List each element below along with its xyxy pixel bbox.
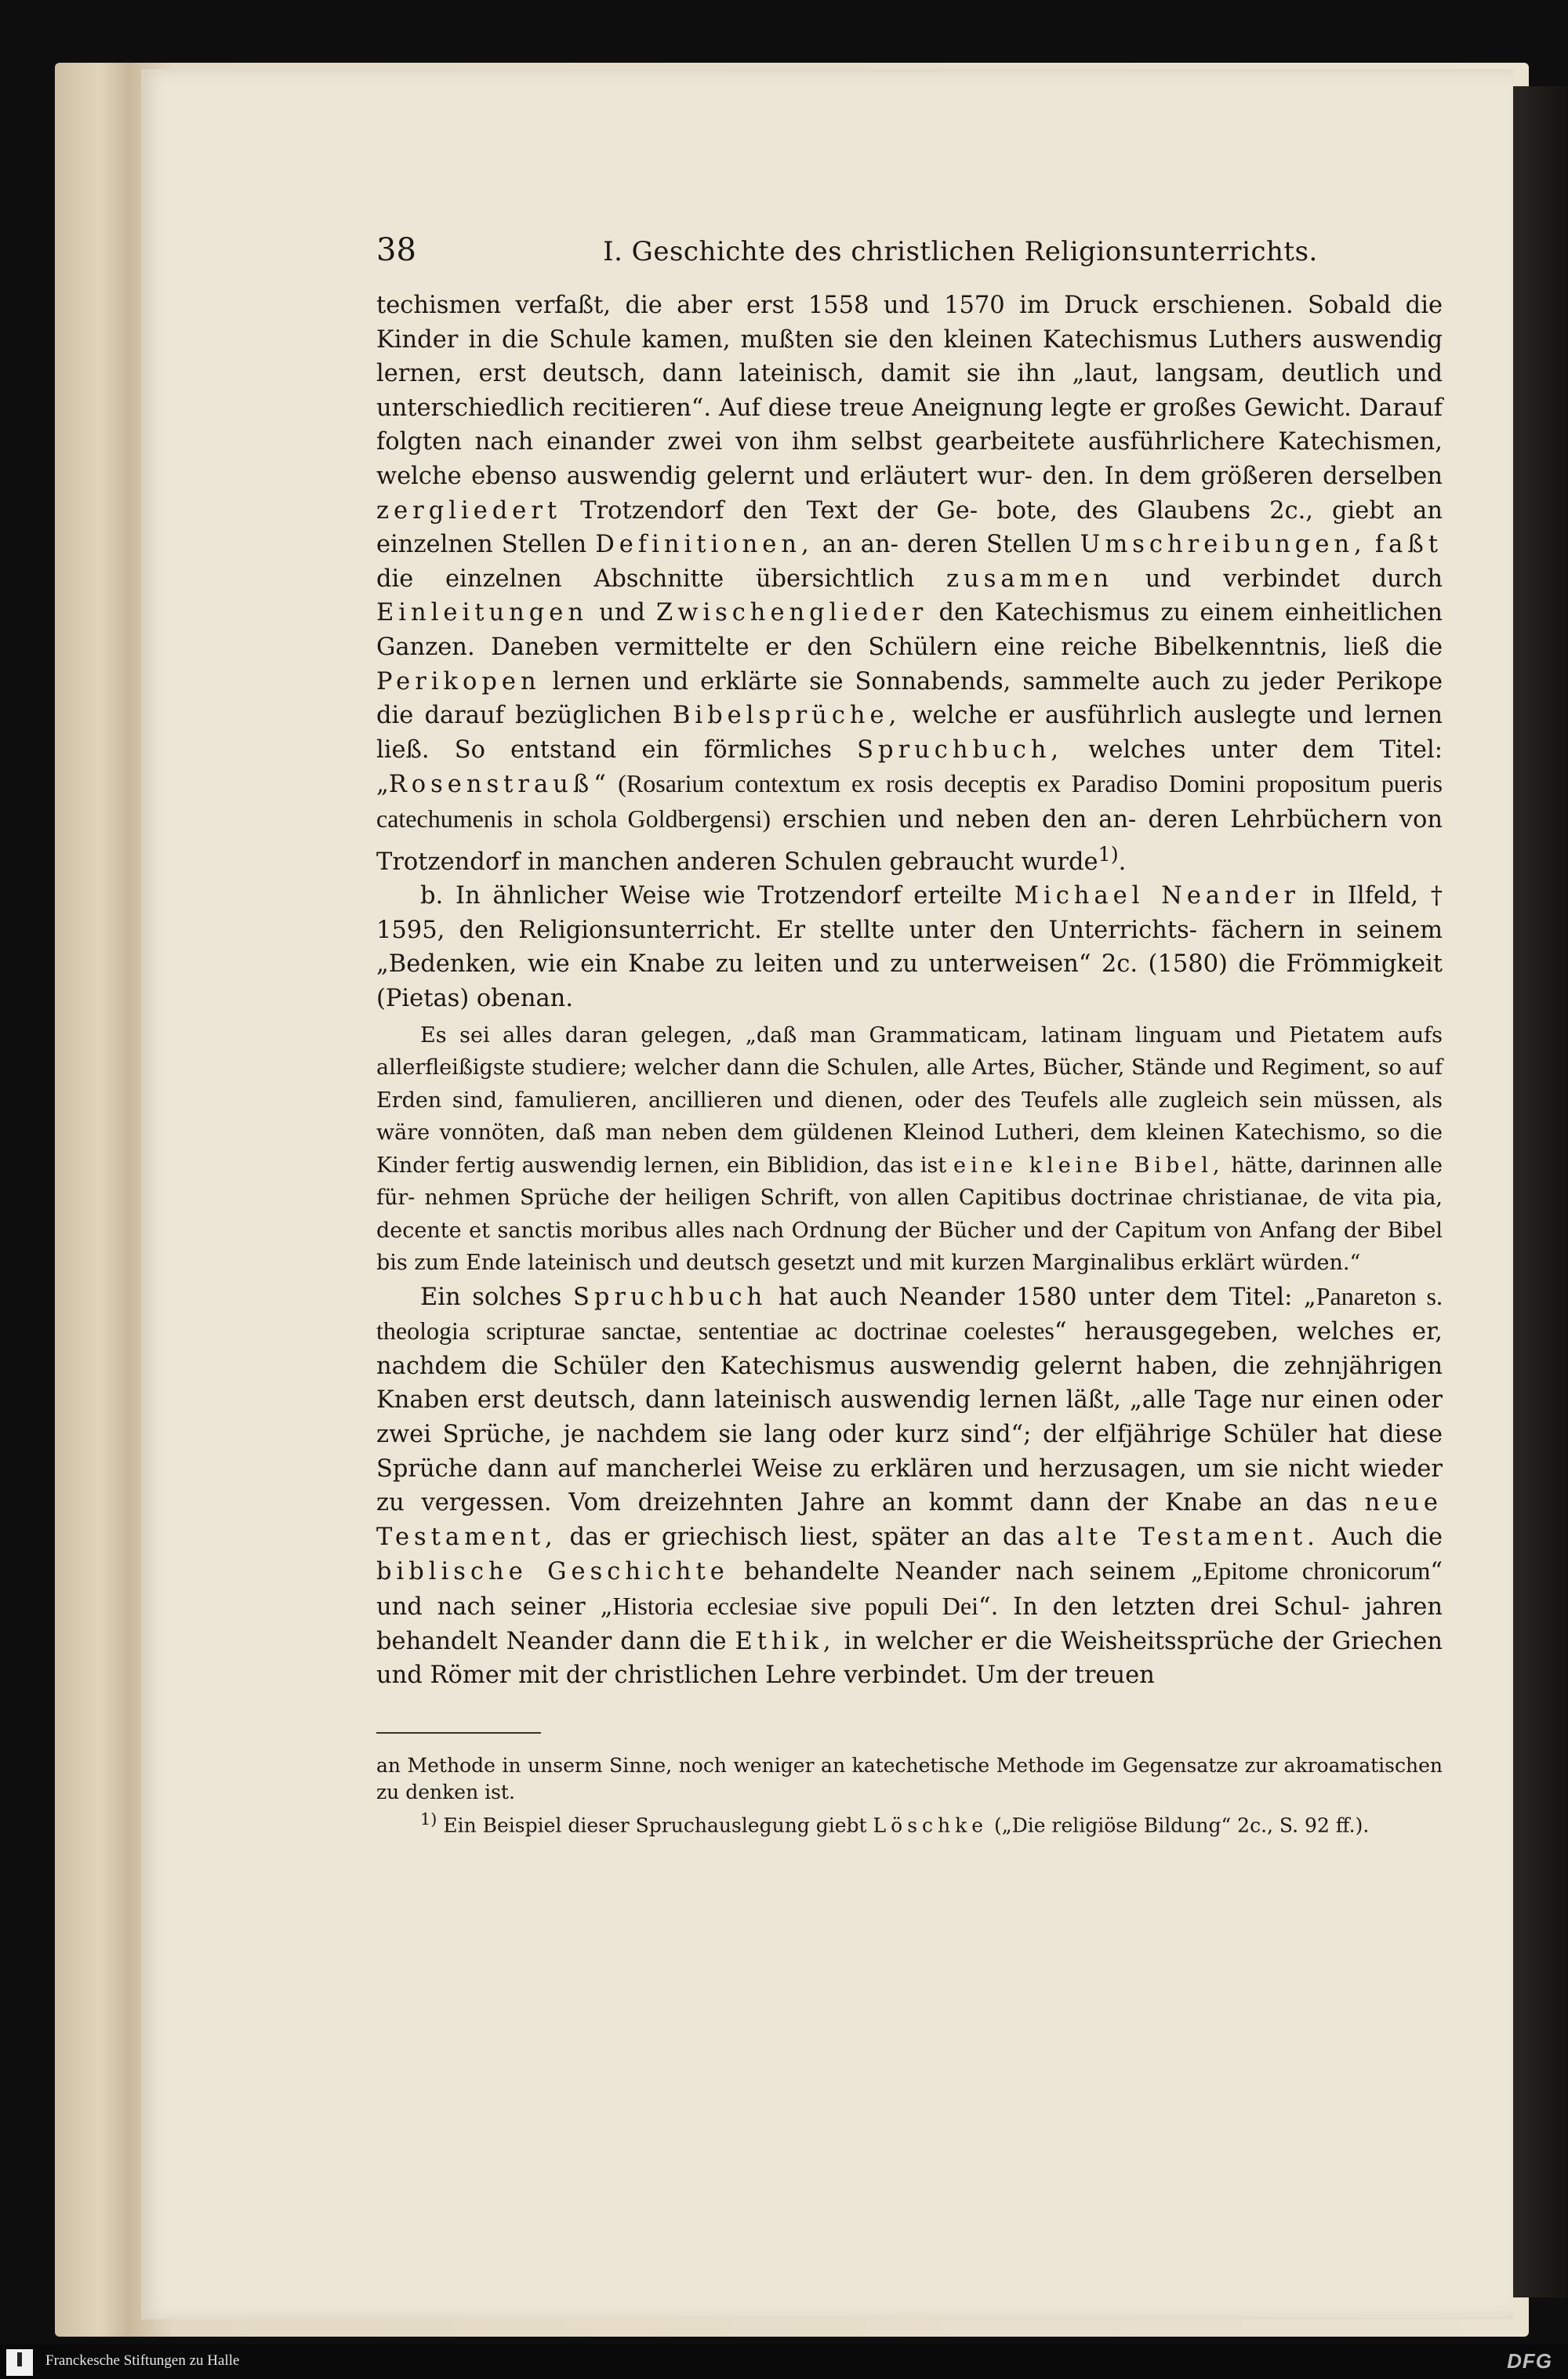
emphasized-term: alte Testament. [1057,1523,1319,1551]
text-run: Ein Beispiel dieser Spruchauslegung giebt [443,1814,867,1837]
facing-page-edge [1513,86,1568,2297]
text-run: “ und nach seiner „ [376,1558,1443,1621]
emphasized-name: Michael Neander [1014,882,1300,910]
emphasized-term: Perikopen [376,667,541,696]
emphasized-term: Bibelsprüche, [672,702,902,730]
text-run: in Ilfeld, † 1595, den Religionsunterricht. Er stellte unter den Unterrichts- fächern in seinem „Bedenken, wie ein Knabe zu leiten und zu unterweisen“ 2c. (1580) die Frömmigkeit (Pietas) obenan. [376,882,1443,1013]
text-run: hätte, darinnen alle für- nehmen Sprüche der heiligen Schrift, von allen Capitibus doctrinae christianae, de vita pia, decente et sanctis moribus alles nach Ordnung der Bücher und der Capitum von Anfang der Bibel bis zum Ende lateinisch und deutsch gesetzt und mit kurzen Marginalibus erklärt würden.“ [376,1153,1443,1276]
latin-title: Panareton s. theologia scripturae sanctae, sententiae ac doctrinae coelestes [376,1281,1443,1346]
viewer-footer [0,2344,1568,2379]
text-run: Ein solches [420,1283,562,1311]
text-run: Auch die [1331,1523,1443,1551]
block-quote [376,1019,1443,1280]
emphasized-term: zergliedert [376,496,562,525]
paragraph [376,1280,1443,1693]
emphasized-term: Spruchbuch, [857,735,1064,764]
latin-title: Historia ecclesiae sive populi Dei [612,1591,978,1620]
emphasized-term: zusammen [946,565,1114,593]
text-run: welches unter dem Titel: „ [376,735,1443,799]
body-text [376,289,1443,1693]
text-run: erschien und neben den an- deren Lehrbüchern von Trotzendorf in manchen anderen Schulen gebraucht wurde [376,805,1443,876]
footnotes [376,1752,1443,1839]
footnote-rule [376,1732,541,1734]
footnote [376,1806,1443,1839]
page-content [376,232,1443,1839]
paragraph [376,879,1443,1015]
footnote-continuation: an Methode in unserm Sinne, noch weniger an katechetische Methode im Gegensatze zur akroamatischen zu denken ist. [376,1753,1443,1803]
dfg-logo: DFG [1507,2349,1552,2373]
text-run: hat auch Neander 1580 unter dem Titel: „ [778,1283,1316,1311]
emphasized-term: Umschreibungen, [1080,531,1367,559]
text-run: die einzelnen Abschnitte übersichtlich [376,565,915,593]
text-run: b. In ähnlicher Weise wie Trotzendorf erteilte [420,882,1002,910]
text-run: und verbindet durch [1145,565,1443,593]
text-run: das er griechisch liest, später an das [569,1523,1045,1551]
latin-title: (Rosarium contextum ex rosis deceptis ex Paradiso Domini propositum pueris catechumenis in schola Goldbergensi) [376,769,1443,833]
emphasized-term: biblische Geschichte [376,1558,729,1586]
emphasized-term: neue Testament, [376,1489,1443,1551]
text-run: den Katechismus zu einem einheitlichen Ganzen. Daneben vermittelte er den Schülern eine reiche Bibelkenntnis, ließ die [376,599,1443,661]
text-run: Trotzendorf den Text der Ge- bote, des Glaubens 2c., giebt an einzelnen Stellen [376,496,1443,559]
text-run: an an- deren Stellen [822,531,1072,559]
text-run: “ herausgegeben, welches er, nachdem die Schüler den Katechismus auswendig gelernt haben, die zehnjährigen Knaben erst deutsch, dann lateinisch auswendig lernen läßt, „alle Tage nur einen oder zwei Sprüche, je nachdem sie lang oder kurz sind“; der elfjährige Schüler hat diese Sprüche dann auf mancherlei Weise zu erklären und herzusagen, um sie nicht wieder zu vergessen. Vom dreizehnten Jahre an kommt dann der Knabe an das [376,1318,1443,1517]
text-run: („Die religiöse Bildung“ 2c., S. 92 ff.). [994,1814,1370,1837]
footnote-ref[interactable]: 1) [1098,841,1119,866]
text-run: “ [593,771,606,799]
emphasized-term: Zwischenglieder [656,599,928,627]
emphasized-term: Einleitungen [376,599,588,627]
text-run: . [1118,848,1127,876]
running-head: I. Geschichte des christlichen Religionsunterrichts. [603,236,1318,267]
emphasized-term: Spruchbuch [573,1283,768,1311]
footnote-mark: 1) [420,1809,437,1829]
text-run: lernen und erklärte sie Sonnabends, sammelte auch zu jeder Perikope die darauf bezüglichen [376,667,1443,730]
text-run: in welcher er die Weisheitssprüche der Griechen und Römer mit der christlichen Lehre verbindet. Um der treuen [376,1627,1443,1690]
latin-title: Epitome chronicorum [1203,1556,1431,1585]
text-run: “. In den letzten drei Schul- jahren behandelt Neander dann die [376,1593,1443,1655]
emphasized-term: eine kleine Bibel, [953,1153,1225,1178]
emphasized-term: Ethik, [735,1627,836,1655]
emphasized-term: Rosenstrauß [388,771,594,799]
text-run: und [599,599,645,627]
emphasized-term: Definitionen, [595,531,814,559]
institution-logo-icon [6,2349,33,2376]
text-run: welche er ausführlich auslegte und lernen ließ. So entstand ein förmliches [376,702,1443,764]
institution-label: Franckesche Stiftungen zu Halle [45,2352,240,2369]
text-run: techismen verfaßt, die aber erst 1558 und 1570 im Druck erschienen. Sobald die Kinder in die Schule kamen, mußten sie den kleinen Katechismus Luthers auswendig lernen, erst deutsch, dann lateinisch, damit sie ihn „laut, langsam, deutlich und unterschiedlich recitieren“. Auf diese treue Aneignung legte er großes Gewicht. Darauf folgten nach einander zwei von ihm selbst gearbeitete ausführlichere Katechismen, welche ebenso auswendig gelernt und erläutert wur- den. In dem größeren derselben [376,292,1443,490]
emphasized-term: faßt [1374,531,1443,559]
page-number: 38 [376,232,416,268]
page-header [376,232,1443,282]
emphasized-name: Löschke [873,1814,989,1837]
paragraph [376,289,1443,879]
text-run: behandelte Neander nach seinem „ [744,1558,1203,1586]
text-run: Es sei alles daran gelegen, „daß man Grammaticam, latinam linguam und Pietatem aufs allerfleißigste studiere; welcher dann die Schulen, alle Artes, Bücher, Stände und Regiment, so auf Erden sind, famulieren, ancillieren und dienen, oder des Teufels alle zugleich sein müssen, als wäre vonnöten, daß man neben dem güldenen Kleinod Lutheri, dem kleinen Katechismo, so die Kinder fertig auswendig lernen, ein Biblidion, das ist [376,1022,1443,1178]
